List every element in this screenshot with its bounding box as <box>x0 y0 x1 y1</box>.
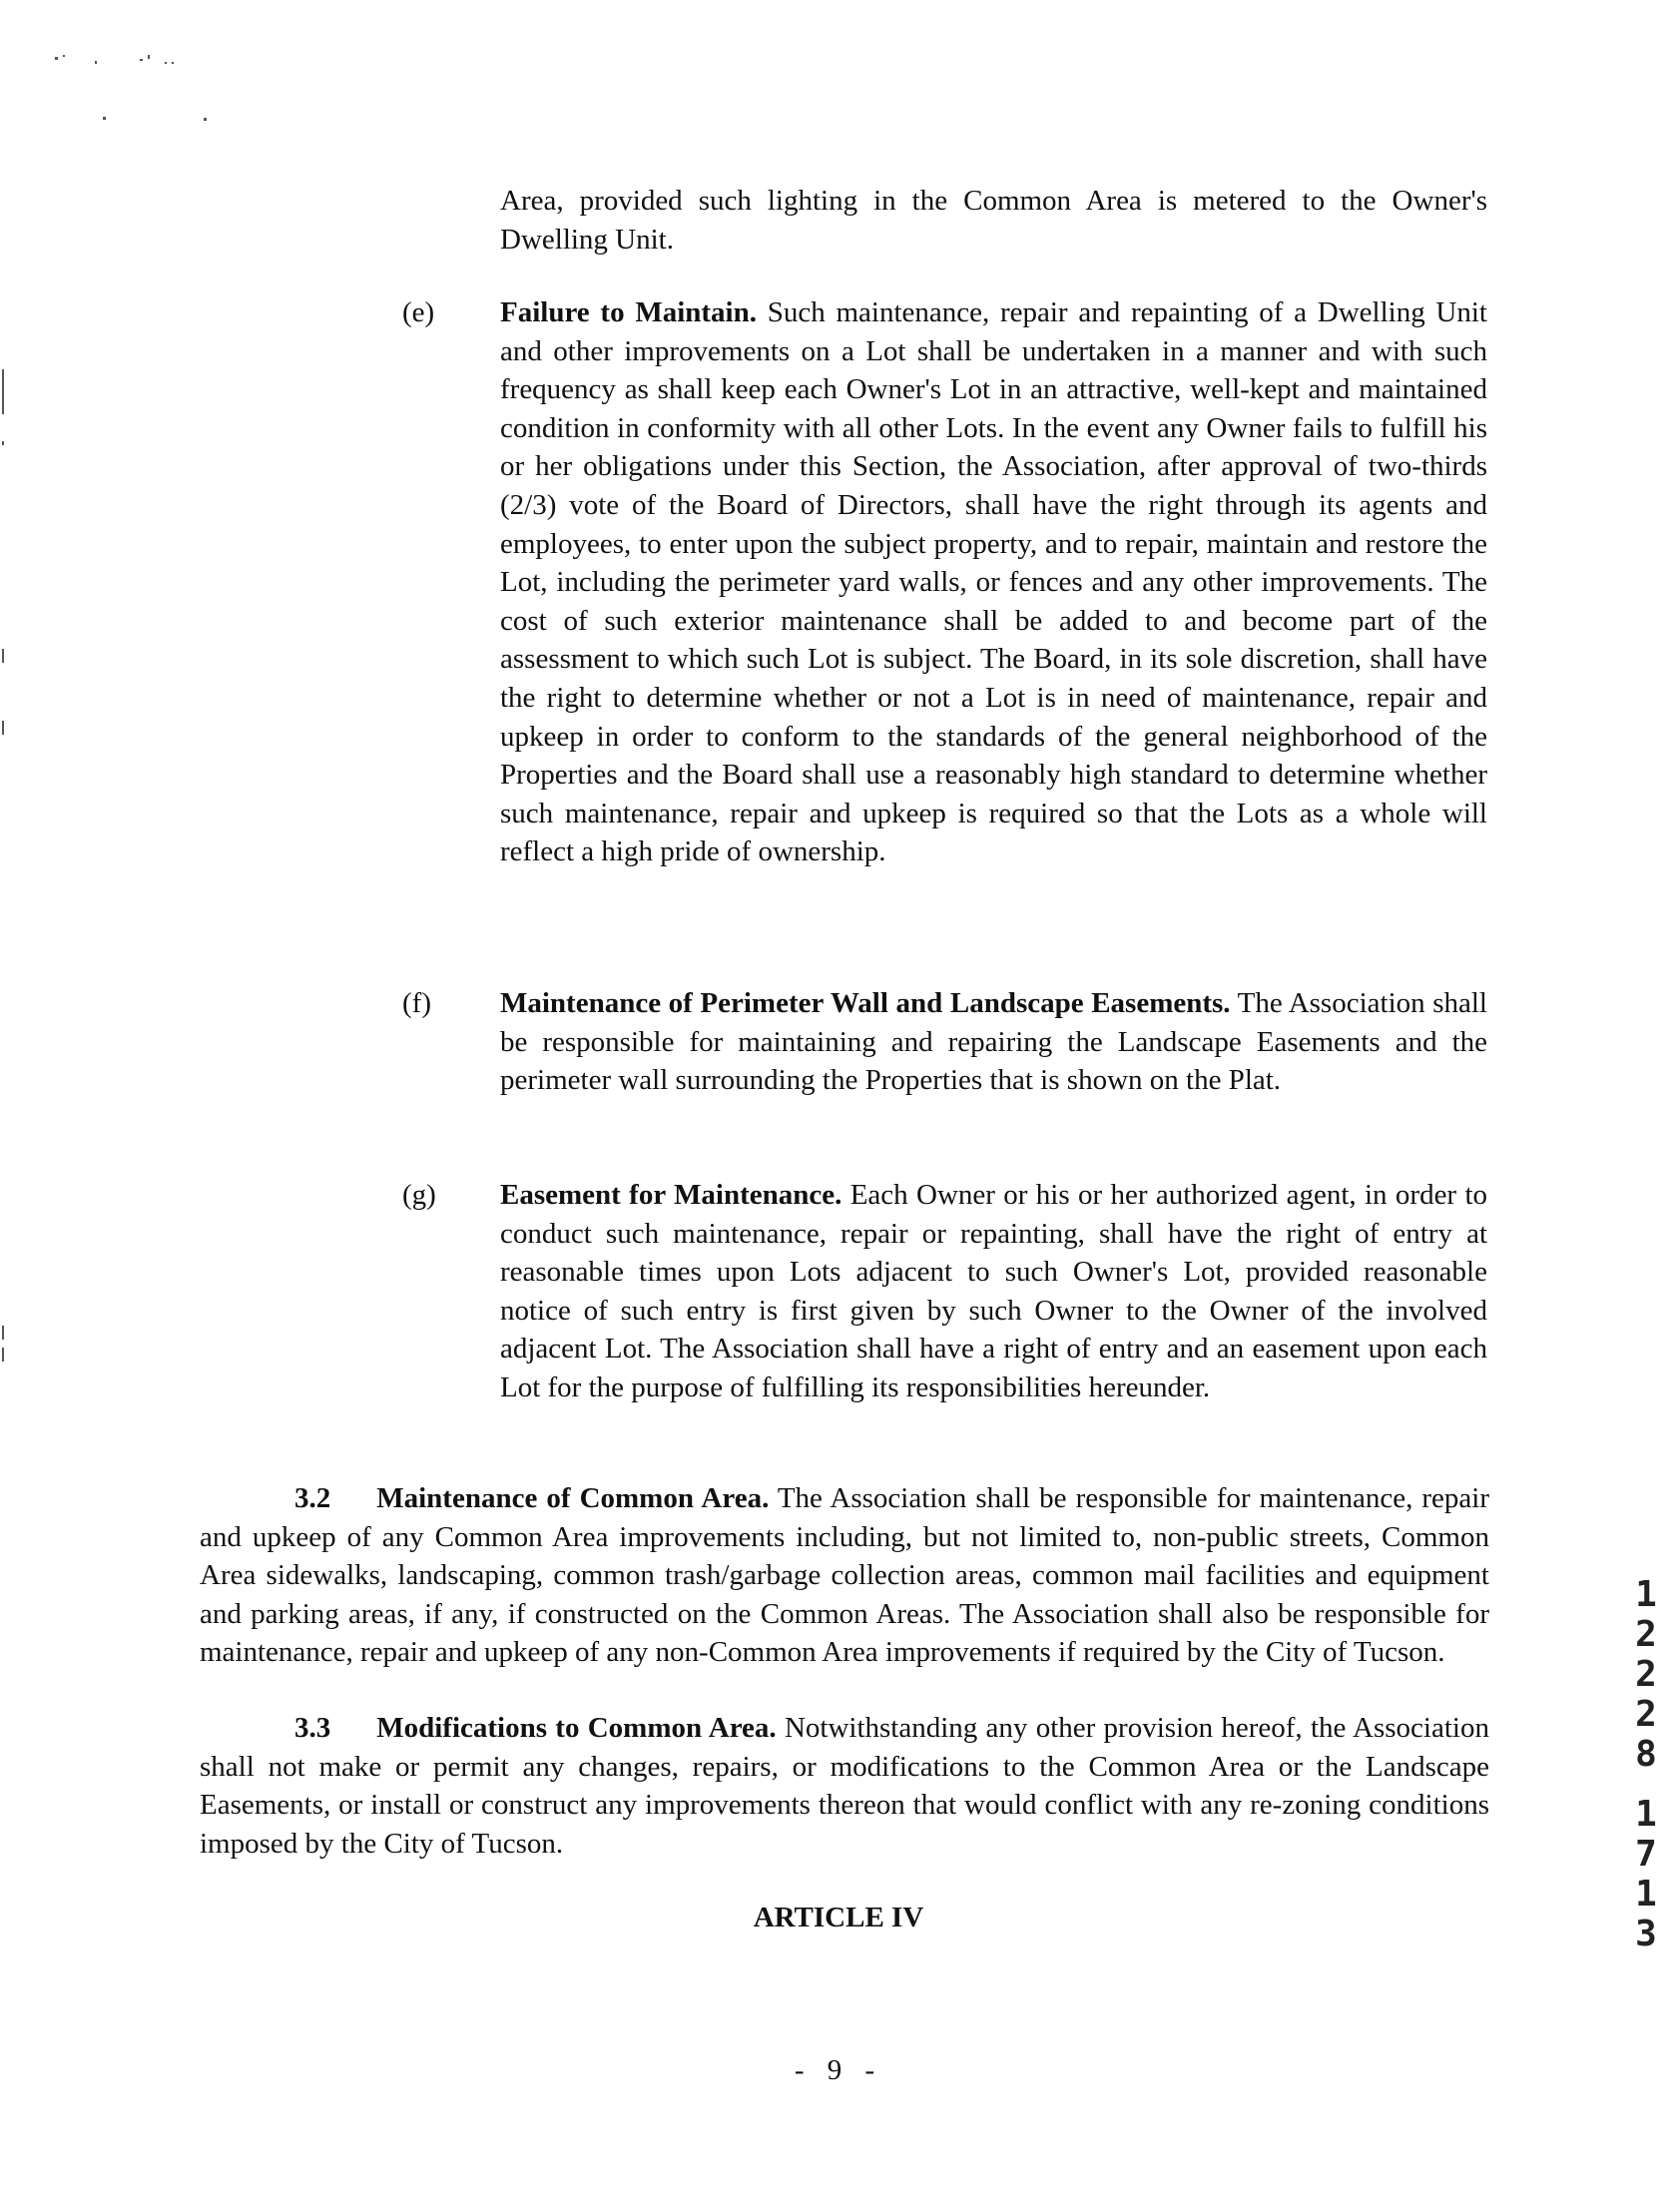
subsection-f-text: The Association shall be responsible for maintaining and repairing the Landscape Easements and the perimeter wall surrounding the Properties that is shown on the Plat. <box>500 987 1487 1097</box>
recording-page-digit: 1 <box>1635 1794 1657 1835</box>
recording-docket-digit: 8 <box>1635 1734 1657 1775</box>
subsection-g-text: Each Owner or his or her authorized agent, in order to conduct such maintenance, repair or repainting, shall have the right of entry at reasonable times upon Lots adjacent to such Owner's Lot, provided reasonable notice of such entry is first given by such Owner to the Owner of the involved adjacent Lot. The Association shall have a right of entry and an easement upon each Lot for the purpose of fulfilling its responsibilities hereunder. <box>500 1179 1488 1403</box>
subsection-e-label: (e) <box>402 296 435 328</box>
section-3-2-heading: Maintenance of Common Area. <box>376 1482 770 1514</box>
subsection-e-text: Such maintenance, repair and repainting of a Dwelling Unit and other improvements on a Lot shall be undertaken in a manner and with such frequency as shall keep each Owner's Lot in an attractive, well-kept and maintained condition in conformity with all other Lots. In the event any Owner fails to fulfill his or her obligations under this Section, the Association, after approval of two-thirds (2/3) vote of the Board of Directors, shall have the right through its agents and employees, to enter upon the subject property, and to repair, maintain and restore the Lot, including the perimeter yard walls, or fences and any other improvements. The cost of such exterior maintenance shall be added to and become part of the assessment to which such Lot is subject. The Board, in its sole discretion, shall have the right to determine whether or not a Lot is in need of maintenance, repair and upkeep in order to conform to the standards of the general neighborhood of the Properties and the Board shall use a reasonably high standard to determine whether such maintenance, repair and upkeep is required so that the Lots as a whole will reflect a high pride of ownership. <box>500 296 1487 868</box>
section-3-3-text: Notwithstanding any other provision hereof, the Association shall not make or permit any changes, repairs, or modifications to the Common Area or the Landscape Easements, or install or construct any improvements thereon that would conflict with any re-zoning conditions imposed by the City of Tucson. <box>200 1712 1489 1860</box>
subsection-g-paragraph <box>500 1176 1487 1407</box>
section-3-3-paragraph <box>200 1709 1489 1863</box>
recording-page-digit: 1 <box>1635 1874 1657 1915</box>
section-3-2-number: 3.2 <box>294 1482 331 1514</box>
section-3-3-heading: Modifications to Common Area. <box>376 1712 777 1744</box>
recording-page-digit: 7 <box>1635 1834 1657 1875</box>
recording-docket-number <box>1629 1575 1663 1775</box>
section-3-2-text: The Association shall be responsible for maintenance, repair and upkeep of any Common Area improvements including, but not limited to, non-public streets, Common Area sidewalks, landscaping, common trash/garbage collection areas, common mail facilities and equipment and parking areas, if any, if constructed on the Common Areas. The Association shall also be responsible for maintenance, repair and upkeep of any non-Common Area improvements if required by the City of Tucson. <box>200 1482 1489 1669</box>
recording-docket-digit: 2 <box>1635 1694 1657 1735</box>
recording-page-number <box>1629 1795 1663 1954</box>
subsection-g-heading: Easement for Maintenance. <box>500 1179 842 1211</box>
recording-docket-digit: 2 <box>1635 1654 1657 1695</box>
section-3-2-paragraph <box>200 1479 1489 1672</box>
subsection-f-paragraph <box>500 984 1487 1100</box>
subsection-e-paragraph <box>500 293 1487 871</box>
recording-docket-digit: 2 <box>1635 1614 1657 1655</box>
recording-docket-digit: 1 <box>1635 1574 1657 1615</box>
subsection-g-label: (g) <box>402 1179 436 1211</box>
subsection-f-heading: Maintenance of Perimeter Wall and Landscape Easements. <box>500 987 1231 1019</box>
intro-paragraph: Area, provided such lighting in the Common Area is metered to the Owner's Dwelling Unit. <box>500 185 1487 256</box>
section-3-3-number: 3.3 <box>294 1712 331 1744</box>
subsection-e-heading: Failure to Maintain. <box>500 296 757 328</box>
recording-page-digit: 3 <box>1635 1914 1657 1954</box>
subsection-f-label: (f) <box>402 987 431 1019</box>
page-number: - 9 - <box>794 2054 883 2086</box>
article-heading: ARTICLE IV <box>753 1902 924 1933</box>
